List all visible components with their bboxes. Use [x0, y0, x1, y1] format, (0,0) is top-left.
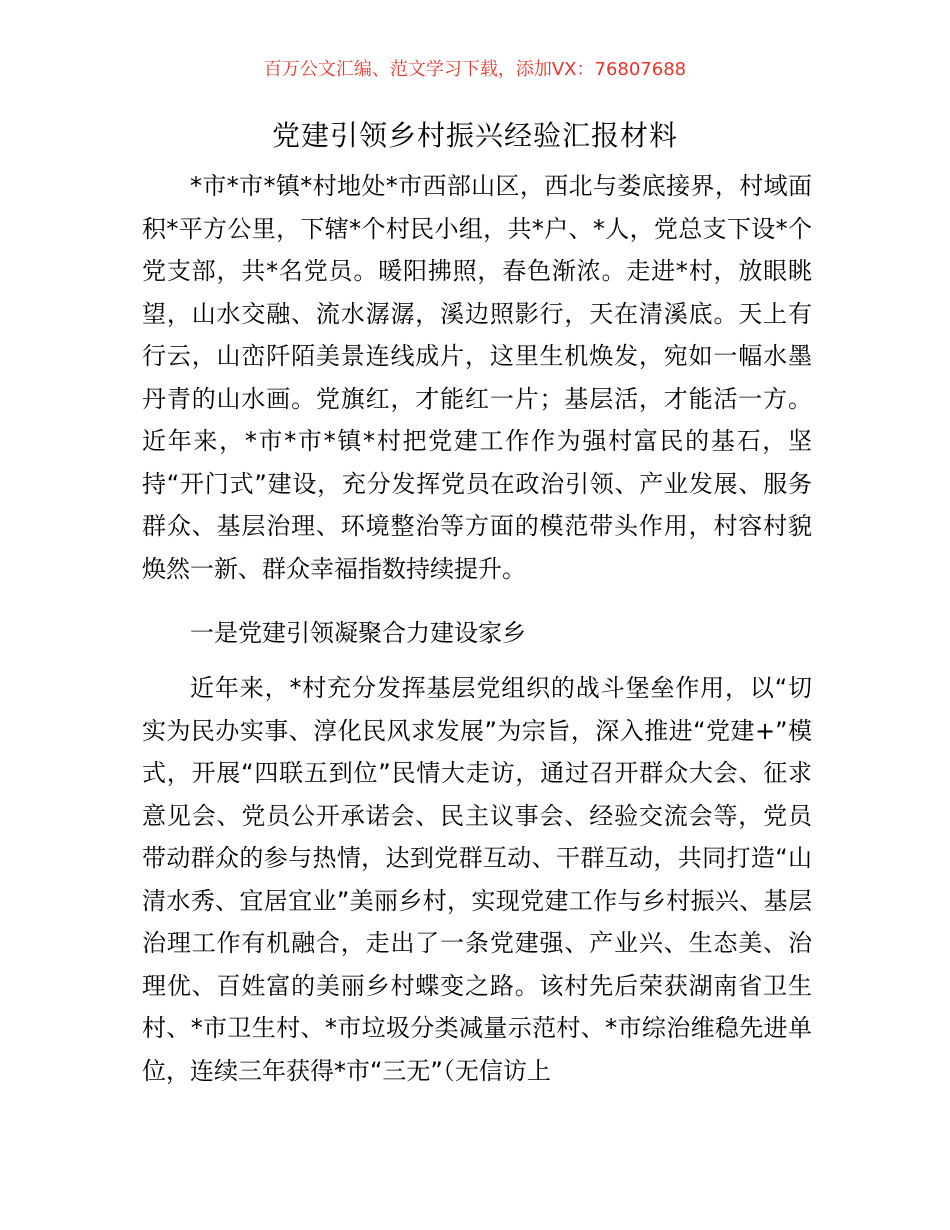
document-title: 党建引领乡村振兴经验汇报材料	[271, 119, 678, 152]
section-heading: 一是党建引领凝聚合力建设家乡	[190, 619, 526, 647]
body-paragraph: 近年来，*村充分发挥基层党组织的战斗堡垒作用，以“切实为民办实事、淳化民风求发展”为宗旨，深入推进“党建+”模式，开展“四联五到位”民情大走访，通过召开群众大会、征求意见会、党员公开承诺会、民主议事会、经验交流会等，党员带动群众的参与热情，达到党群互动、干群互动，共同打造“山清水秀、宜居宜业”美丽乡村，实现党建工作与乡村振兴、基层治理工作有机融合，走出了一条党建强、产业兴、生态美、治理优、百姓富的美丽乡村蝶变之路。该村先后荣获湖南省卫生村、*市卫生村、*市垃圾分类减量示范村、*市综治维稳先进单位，连续三年获得*市“三无”（无信访上	[142, 674, 812, 1085]
intro-paragraph: *市*市*镇*村地处*市西部山区，西北与娄底接界，村域面积*平方公里，下辖*个村民小组，共*户、*人，党总支下设*个党支部，共*名党员。暖阳拂照，春色渐浓。走进*村，放眼眺望，山水交融、流水潺潺，溪边照影行，天在清溪底。天上有行云，山峦阡陌美景连线成片，这里生机焕发，宛如一幅水墨丹青的山水画。党旗红，才能红一片；基层活，才能活一方。近年来，*市*市*镇*村把党建工作作为强村富民的基石，坚持“开门式”建设，充分发挥党员在政治引领、产业发展、服务群众、基层治理、环境整治等方面的模范带头作用，村容村貌焕然一新、群众幸福指数持续提升。	[142, 172, 812, 583]
header-banner: 百万公文汇编、范文学习下载，添加VX：76807688	[263, 59, 687, 80]
